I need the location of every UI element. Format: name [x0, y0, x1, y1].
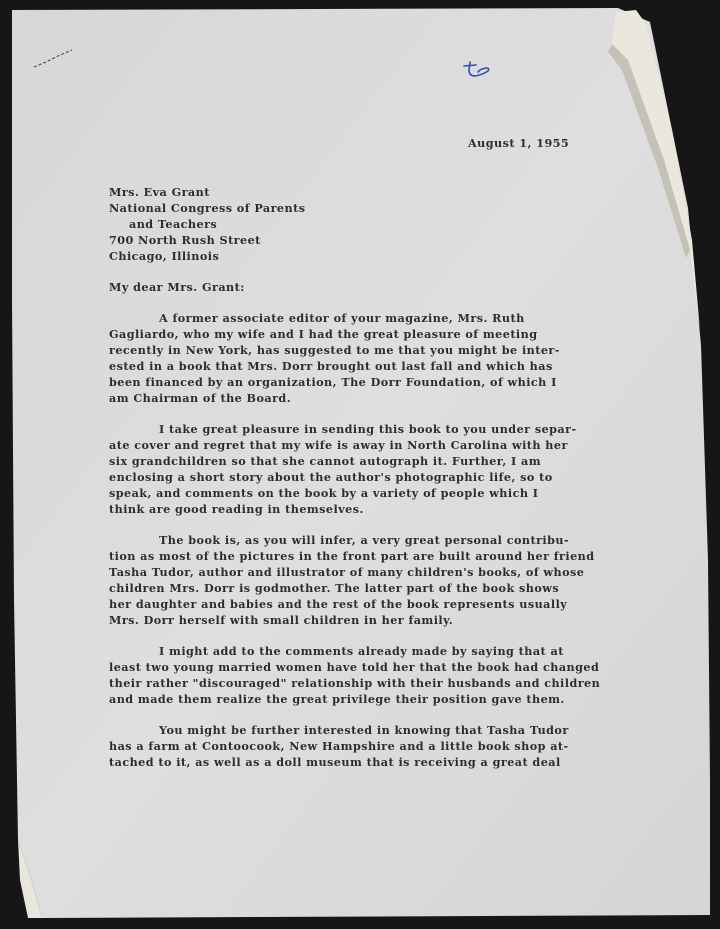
letter-date: August 1, 1955 [468, 136, 570, 150]
paragraph-5-line: tached to it, as well as a doll museum that is receiving a great deal [109, 755, 561, 769]
paragraph-4-line: least two young married women have told her that the book had changed [109, 660, 600, 674]
paragraph-3-line: her daughter and babies and the rest of the book represents usually [109, 597, 568, 611]
paragraph-2-line: ate cover and regret that my wife is away in North Carolina with her [109, 438, 568, 452]
paragraph-1-line: been financed by an organization, The Dorr Foundation, of which I [109, 375, 557, 389]
paragraph-2-line: six grandchildren so that she cannot autograph it. Further, I am [109, 454, 542, 468]
paragraph-2-line: think are good reading in themselves. [109, 502, 364, 516]
paragraph-1-line: am Chairman of the Board. [109, 391, 292, 405]
paragraph-4-line: their rather "discouraged" relationship with their husbands and children [109, 676, 601, 690]
paragraph-2-line: speak, and comments on the book by a variety of people which I [109, 486, 539, 500]
paragraph-3-line: Tasha Tudor, author and illustrator of many children's books, of whose [109, 565, 585, 579]
handwritten-mark [460, 58, 496, 82]
paragraph-2-line: I take great pleasure in sending this book to you under separ- [159, 422, 577, 436]
paragraph-3-line: tion as most of the pictures in the front part are built around her friend [109, 549, 595, 563]
paragraph-1-line: Gagliardo, who my wife and I had the great pleasure of meeting [109, 327, 538, 341]
paragraph-3-line: The book is, as you will infer, a very great personal contribu- [159, 533, 570, 547]
paragraph-1-line: A former associate editor of your magazine, Mrs. Ruth [159, 311, 525, 325]
address-line-city: Chicago, Illinois [109, 249, 220, 263]
handwritten-mark-text: t [460, 58, 461, 59]
paragraph-5-line: You might be further interested in knowing that Tasha Tudor [159, 723, 569, 737]
paragraph-1-line: ested in a book that Mrs. Dorr brought out last fall and which has [109, 359, 553, 373]
address-line-organization: National Congress of Parents [109, 201, 306, 215]
paragraph-4-line: and made them realize the great privilege their position gave them. [109, 692, 565, 706]
paragraph-4-line: I might add to the comments already made by saying that at [159, 644, 564, 658]
address-line-organization-cont: and Teachers [129, 217, 218, 231]
paragraph-5-line: has a farm at Contoocook, New Hampshire and a little book shop at- [109, 739, 569, 753]
address-line-name: Mrs. Eva Grant [109, 185, 210, 199]
paragraph-1-line: recently in New York, has suggested to me that you might be inter- [109, 343, 560, 357]
paragraph-2-line: enclosing a short story about the author's photographic life, so to [109, 470, 553, 484]
paragraph-3-line: Mrs. Dorr herself with small children in her family. [109, 613, 454, 627]
address-line-street: 700 North Rush Street [109, 233, 261, 247]
paragraph-3-line: children Mrs. Dorr is godmother. The latter part of the book shows [109, 581, 560, 595]
salutation: My dear Mrs. Grant: [109, 280, 245, 294]
